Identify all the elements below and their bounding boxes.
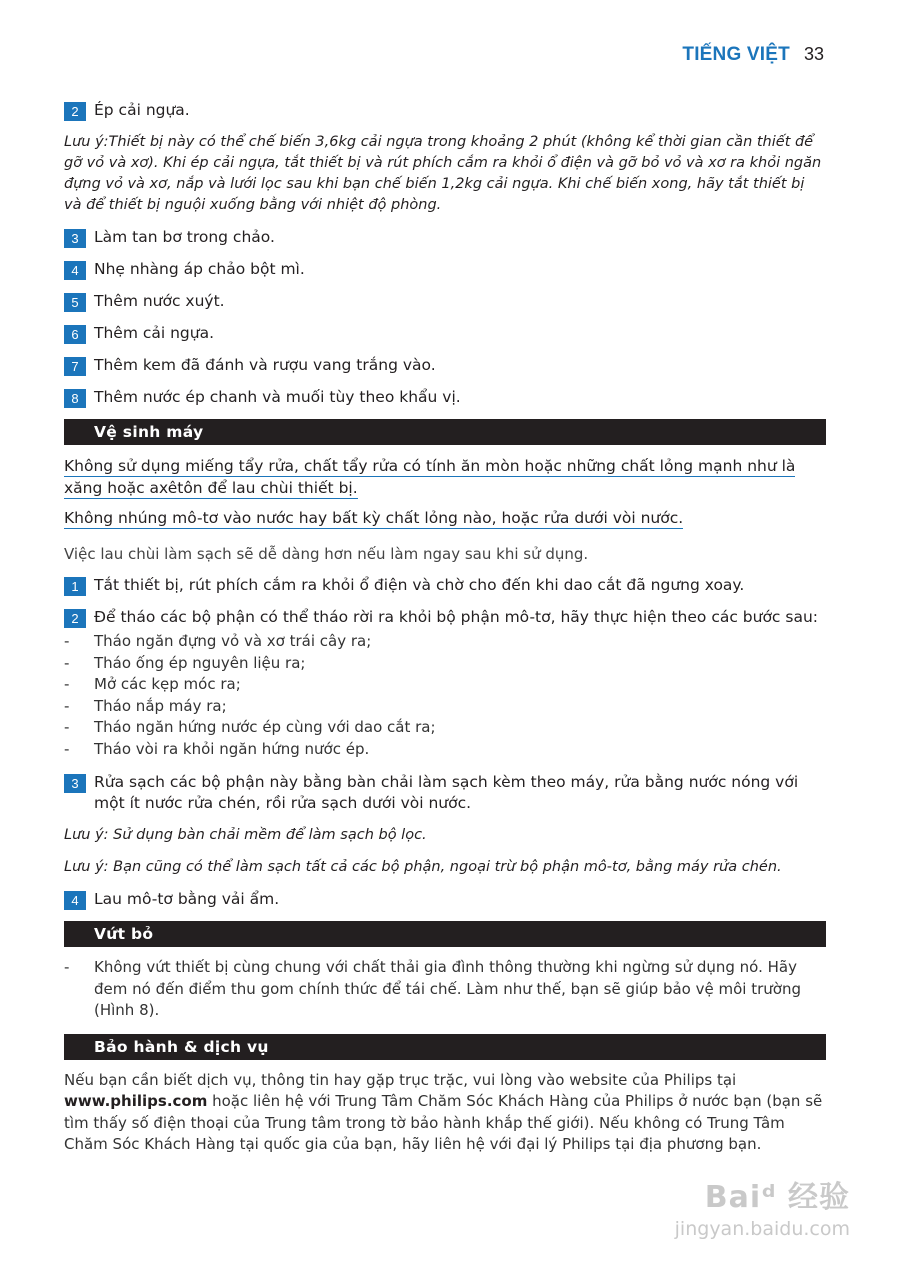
step-text: Nhẹ nhàng áp chảo bột mì.: [94, 260, 305, 278]
page-header: [682, 44, 824, 66]
watermark-url: jingyan.baidu.com: [674, 1218, 850, 1240]
note-paragraph: Lưu ý: Bạn cũng có thể làm sạch tất cả các bộ phận, ngoại trừ bộ phận mô-tơ, bằng máy rửa chén.: [64, 859, 782, 875]
step-number-badge: 3: [64, 774, 86, 793]
step-number-badge: 4: [64, 261, 86, 280]
step-text: Thêm nước ép chanh và muối tùy theo khẩu vị.: [94, 388, 461, 406]
page-content: [64, 100, 826, 1156]
baidu-watermark: [675, 1172, 850, 1240]
step-number-badge: 6: [64, 325, 86, 344]
step-number-badge: 4: [64, 891, 86, 910]
warning-text: [64, 455, 826, 499]
step-text: Tắt thiết bị, rút phích cắm ra khỏi ổ điện và chờ cho đến khi dao cắt đã ngưng xoay.: [94, 576, 745, 594]
step-text: Thêm kem đã đánh và rượu vang trắng vào.: [94, 356, 436, 374]
list-item: - Không vứt thiết bị cùng chung với chất thải gia đình thông thường khi ngừng sử dụng nó. Hãy đem nó đến điểm thu gom chính thức để tái chế. Làm như thế, bạn sẽ giúp bảo vệ môi trường (Hình 8).: [64, 957, 826, 1022]
step-text: Để tháo các bộ phận có thể tháo rời ra khỏi bộ phận mô-tơ, hãy thực hiện theo các bước sau:: [94, 608, 819, 626]
warning-text-content: Không nhúng mô-tơ vào nước hay bất kỳ chất lỏng nào, hoặc rửa dưới vòi nước.: [64, 509, 684, 527]
step-text: Làm tan bơ trong chảo.: [94, 228, 275, 246]
warranty-text-after: hoặc liên hệ với Trung Tâm Chăm Sóc Khách Hàng của Philips ở nước bạn (bạn sẽ tìm thấy số điện thoại của Trung tâm trong tờ bảo hành khắp thế giới). Nếu không có Trung Tâm Chăm Sóc Khách Hàng tại quốc gia của bạn, hãy liên hệ với đại lý Philips tại địa phương bạn.: [64, 1092, 823, 1153]
step-item: [64, 772, 826, 814]
step-number-badge: 7: [64, 357, 86, 376]
step-number-badge: 2: [64, 609, 86, 628]
warranty-paragraph: [64, 1070, 826, 1156]
step-item: [64, 227, 826, 248]
warning-text-content: Không sử dụng miếng tẩy rửa, chất tẩy rửa có tính ăn mòn hoặc những chất lỏng mạnh như là xăng hoặc axêtôn để lau chùi thiết bị.: [64, 457, 796, 497]
list-item: - Tháo vòi ra khỏi ngăn hứng nước ép.: [64, 739, 826, 761]
note-paragraph: Lưu ý:Thiết bị này có thể chế biến 3,6kg cải ngựa trong khoảng 2 phút (không kể thời gian cần thiết để gỡ vỏ và xơ). Khi ép cải ngựa, tắt thiết bị và rút phích cắm ra khỏi ổ điện và gỡ bỏ vỏ và xơ ra khỏi ngăn đựng vỏ và xơ, nắp và lưới lọc sau khi bạn chế biến 1,2kg cải ngựa. Khi chế biến xong, hãy tắt thiết bị và để thiết bị nguội xuống bằng với nhiệt độ phòng.: [64, 134, 822, 213]
list-item: - Tháo ống ép nguyên liệu ra;: [64, 653, 826, 675]
step-item: [64, 323, 826, 344]
watermark-logo-text: Baiᵈ 经验: [704, 1180, 850, 1215]
disposal-list: [64, 957, 826, 1022]
language-title: TIẾNG VIỆT: [682, 44, 790, 65]
section-heading-disposal: Vứt bỏ: [64, 921, 826, 947]
step-item: [64, 291, 826, 312]
list-item: - Tháo nắp máy ra;: [64, 696, 826, 718]
philips-url: www.philips.com: [64, 1092, 208, 1110]
warranty-text-before: Nếu bạn cần biết dịch vụ, thông tin hay gặp trục trặc, vui lòng vào website của Philips tại: [64, 1070, 737, 1089]
step-number-badge: 3: [64, 229, 86, 248]
warning-text: [64, 507, 826, 529]
step-item: [64, 259, 826, 280]
step-item: [64, 355, 826, 376]
step-item: [64, 387, 826, 408]
section-heading-warranty: Bảo hành & dịch vụ: [64, 1034, 826, 1060]
step-text: Ép cải ngựa.: [94, 101, 190, 119]
step-text: Rửa sạch các bộ phận này bằng bàn chải làm sạch kèm theo máy, rửa bằng nước nóng với một ít nước rửa chén, rồi rửa sạch dưới vòi nước.: [94, 773, 799, 812]
list-item: - Tháo ngăn đựng vỏ và xơ trái cây ra;: [64, 631, 826, 653]
step-number-badge: 8: [64, 389, 86, 408]
step-number-badge: 1: [64, 577, 86, 596]
step-item: [64, 889, 826, 910]
note-paragraph: Lưu ý: Sử dụng bàn chải mềm để làm sạch bộ lọc.: [64, 827, 427, 843]
step-number-badge: 2: [64, 102, 86, 121]
step-item: [64, 100, 826, 121]
step-item: [64, 575, 826, 596]
step-item: [64, 607, 826, 628]
step-text: Thêm cải ngựa.: [94, 324, 215, 342]
cleaning-intro: Việc lau chùi làm sạch sẽ dễ dàng hơn nếu làm ngay sau khi sử dụng.: [64, 545, 589, 563]
step-text: Lau mô-tơ bằng vải ẩm.: [94, 890, 280, 908]
list-item: - Tháo ngăn hứng nước ép cùng với dao cắt ra;: [64, 717, 826, 739]
disassembly-list: [64, 631, 826, 760]
list-item: - Mở các kẹp móc ra;: [64, 674, 826, 696]
section-heading-cleaning: Vệ sinh máy: [64, 419, 826, 445]
step-text: Thêm nước xuýt.: [94, 292, 225, 310]
page-number: 33: [803, 44, 824, 64]
step-number-badge: 5: [64, 293, 86, 312]
